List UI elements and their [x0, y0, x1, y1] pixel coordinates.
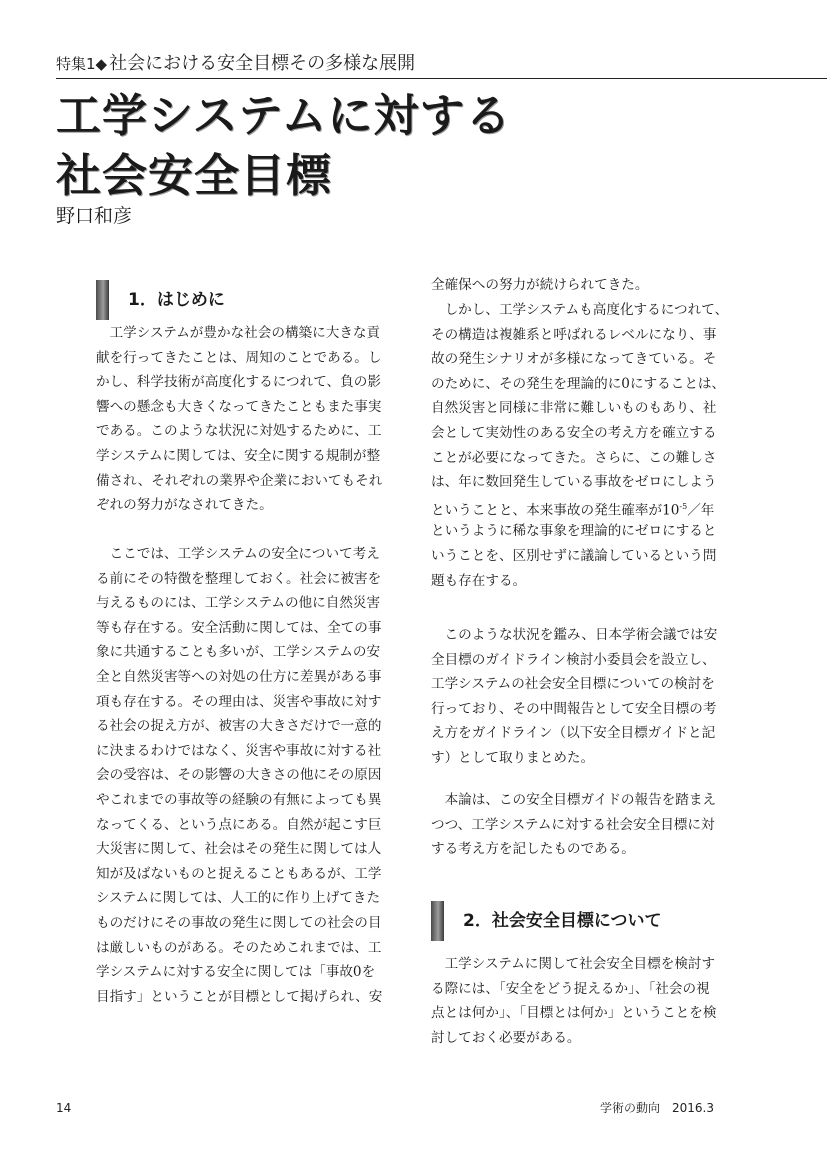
text-line: 工学システムに関して社会安全目標を検討す: [431, 956, 716, 972]
text-line: その構造は複雑系と呼ばれるレベルになり、事: [431, 326, 717, 343]
text-line: に決まるわけではなく、災害や事故に対する社: [96, 742, 382, 759]
text-line: やこれまでの事故等の経験の有無によっても異: [96, 791, 382, 808]
text-line: なってくる、という点にある。自然が起こす巨: [96, 816, 382, 833]
text-fragment: ／年: [687, 502, 715, 519]
text-line: しかし、工学システムも高度化するにつれて、: [431, 302, 729, 318]
section-heading-2: [431, 901, 727, 941]
right-paragraph-5: [431, 788, 727, 862]
journal-footer: 学術の動向 2016.3: [600, 1101, 714, 1115]
text-line: 等も存在する。安全活動に関しては、全ての事: [96, 619, 382, 636]
text-line: 知が及ばないものと捉えることもあるが、工学: [96, 865, 382, 882]
text-line: る社会の捉え方が、被害の大きさだけで一意的: [96, 718, 382, 735]
text-line: というように稀な事象を理論的にゼロにすると: [431, 523, 717, 540]
text-line: のために、その発生を理論的に0にすることは、: [431, 375, 726, 392]
heading-bar: [96, 280, 109, 320]
title-line-2: 社会安全目標: [56, 149, 333, 202]
text-line: 目指す」ということが目標として掲げられ、安: [96, 988, 383, 1005]
left-paragraph-2: [96, 542, 392, 1009]
text-line: は、年に数回発生している事故をゼロにしよう: [431, 474, 717, 491]
text-line: このような状況を鑑み、日本学術会議では安: [431, 627, 718, 643]
exponent: -5: [679, 501, 688, 511]
text-line: 故の発生シナリオが多様になってきている。そ: [431, 351, 717, 368]
text-fragment: ということと、本来事故の発生確率が10: [431, 502, 680, 519]
text-line: 会として実効性のある安全の考え方を確立する: [431, 424, 717, 441]
text-line: 行っており、その中間報告として安全目標の考: [431, 700, 717, 717]
text-line: いうことを、区別せずに議論しているという問: [431, 547, 717, 564]
text-line: 全確保への努力が続けられてきた。: [431, 277, 649, 293]
text-line: す）として取りまとめた。: [431, 749, 595, 766]
heading-bar: [431, 901, 444, 941]
section-heading-1: [96, 280, 392, 320]
text-line: ことが必要になってきた。さらに、この難しさ: [431, 449, 717, 466]
text-line: つつ、工学システムに対する社会安全目標に対: [431, 816, 715, 833]
text-line: る際には、「安全をどう捉えるか」、「社会の視: [431, 980, 710, 997]
text-line: 与えるものには、工学システムの他に自然災害: [96, 595, 381, 612]
text-line: 会の受容は、その影響の大きさの他にその原因: [96, 767, 382, 784]
text-line: る前にその特徴を整理しておく。社会に被害を: [96, 570, 382, 587]
right-paragraph-4: [431, 623, 727, 771]
series-name: 社会における安全目標その多様な展開: [109, 53, 416, 74]
right-paragraph-0: [431, 273, 727, 298]
text-line: 学システムに対する安全に関しては「事故0を: [96, 964, 376, 981]
text-line: システムに関しては、人工的に作り上げてきた: [96, 890, 381, 907]
text-line: 題も存在する。: [431, 572, 527, 589]
text-line: 討しておく必要がある。: [431, 1029, 581, 1046]
text-line: 全目標のガイドライン検討小委員会を設立し、: [431, 651, 716, 668]
author-name: 野口和彦: [56, 205, 133, 227]
text-line: ぞれの努力がなされてきた。: [96, 497, 273, 514]
text-line: 点とは何か」、「目標とは何か」ということを検: [431, 1005, 717, 1022]
text-line: 象に共通することも多いが、工学システムの安: [96, 644, 381, 661]
text-line: 工学システムの社会安全目標についての検討を: [431, 676, 715, 693]
text-line: 大災害に関して、社会はその発生に関しては人: [96, 841, 382, 858]
text-line: 項も存在する。その理由は、災害や事故に対す: [96, 693, 382, 710]
text-line: 工学システムが豊かな社会の構築に大きな貢: [96, 325, 381, 341]
header-rule: [56, 78, 827, 79]
text-line: は厳しいものがある。そのためこれまでは、工: [96, 939, 382, 956]
text-line: 自然災害と同様に非常に難しいものもあり、社: [431, 400, 717, 417]
text-line: 献を行ってきたことは、周知のことである。し: [96, 349, 382, 366]
text-line-with-exponent: [431, 495, 727, 520]
left-paragraph-1: [96, 321, 392, 518]
title-line-1: 工学システムに対する: [56, 89, 512, 142]
text-line: する考え方を記したものである。: [431, 841, 635, 858]
text-line: ここでは、工学システムの安全について考え: [96, 546, 380, 562]
text-line: 学システムに関しては、安全に関する規制が整: [96, 447, 381, 464]
text-line: である。このような状況に対処するために、工: [96, 423, 382, 440]
section-heading-text: 1．はじめに: [128, 290, 225, 310]
text-line: 響への懸念も大きくなってきたこともまた事実: [96, 398, 382, 415]
text-line: 備され、それぞれの業界や企業においてもそれ: [96, 472, 383, 489]
page-number: 14: [56, 1101, 72, 1115]
section-heading-text: 2．社会安全目標について: [463, 911, 662, 931]
text-line: え方をガイドライン（以下安全目標ガイドと記: [431, 725, 716, 742]
series-prefix: 特集1◆: [56, 55, 108, 73]
text-line: 本論は、この安全目標ガイドの報告を踏まえ: [431, 792, 717, 808]
text-line: かし、科学技術が高度化するにつれて、負の影: [96, 374, 381, 391]
right-paragraph-6: [431, 952, 727, 1050]
right-paragraph-3: [431, 298, 727, 593]
article-title: [56, 86, 512, 206]
text-line: ものだけにその事故の発生に関しての社会の目: [96, 914, 382, 931]
series-title: [56, 52, 415, 76]
text-line: 全と自然災害等への対処の仕方に差異がある事: [96, 668, 382, 685]
